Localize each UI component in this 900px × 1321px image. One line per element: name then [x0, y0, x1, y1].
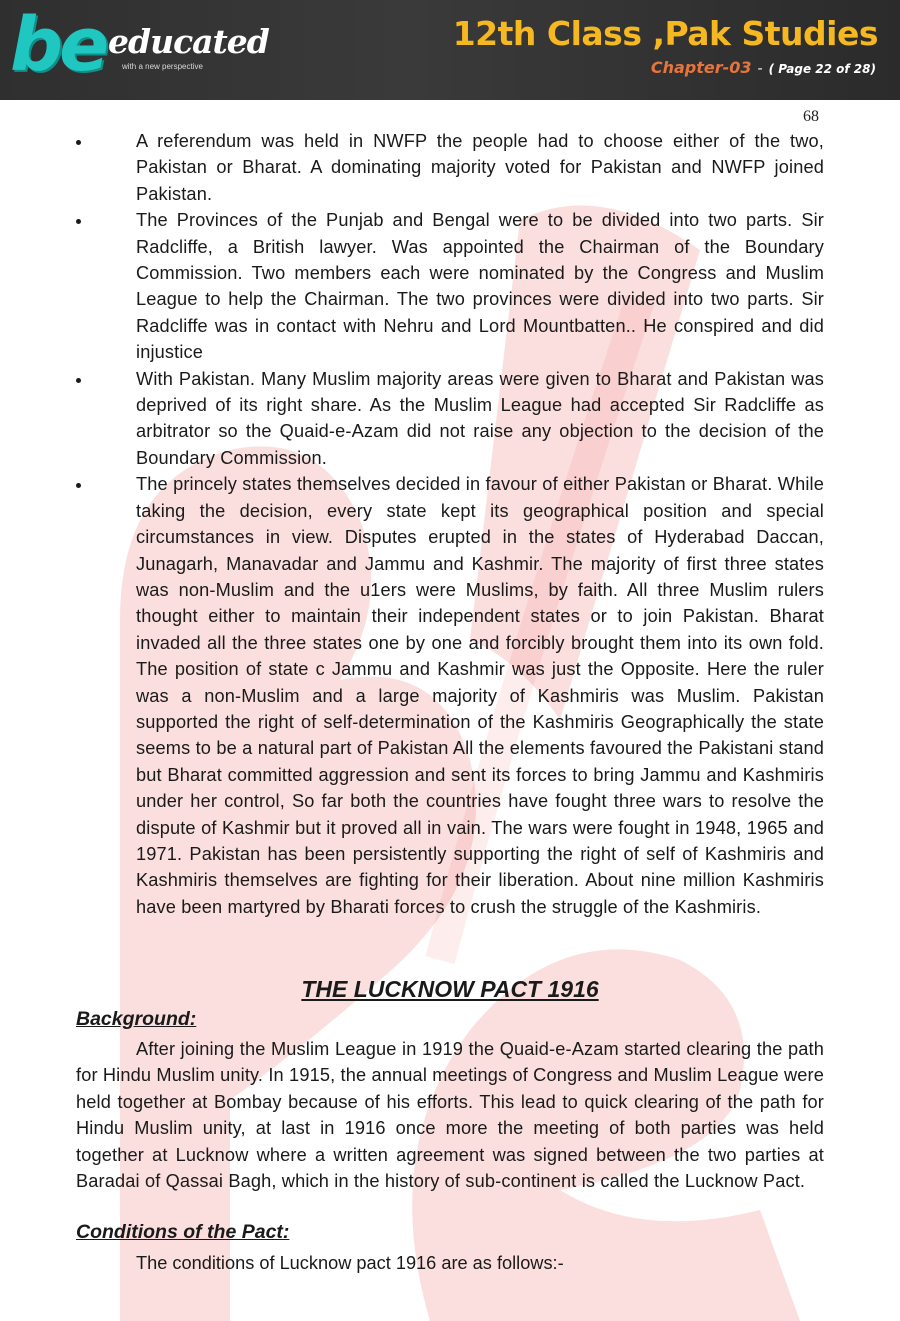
list-item — [0, 471, 824, 920]
list-item — [0, 128, 824, 207]
list-item — [0, 366, 824, 472]
background-heading: Background: — [76, 1008, 197, 1030]
bullet-icon — [76, 378, 81, 383]
document-title: 12th Class ,Pak Studies — [452, 14, 878, 53]
page-number: 68 — [803, 108, 819, 125]
be-educated-logo — [10, 2, 269, 94]
bullet-text: With Pakistan. Many Muslim majority areas were given to Bharat and Pakistan was deprived of its right share. As the Muslim League had accepted Sir Radcliffe as arbitrator so the Quaid-e-Azam did not raise any objection to the decision of the Boundary Commission. — [136, 368, 824, 468]
page-header — [0, 0, 900, 100]
bullet-icon — [76, 483, 81, 488]
background-section — [76, 1036, 824, 1194]
chapter-info — [651, 58, 876, 77]
page-counter: ( Page 22 of 28) — [768, 62, 876, 76]
bullet-text: A referendum was held in NWFP the people had to choose either of the two, Pakistan or Bharat. A dominating majority voted for Pakistan and NWFP joined Pakistan. — [136, 131, 824, 204]
bullet-list — [0, 128, 900, 920]
bullet-icon — [76, 140, 81, 145]
bullet-text: The Provinces of the Punjab and Bengal were to be divided into two parts. Sir Radcliffe, a British lawyer. Was appointed the Chairman of the Boundary Commission. Two members each were nominated by the Congress and Muslim League to help the Chairman. The two provinces were divided into two parts. Sir Radcliffe was in contact with Nehru and Lord Mountbatten.. He conspired and did injustice — [136, 210, 824, 363]
bullet-text: The princely states themselves decided in favour of either Pakistan or Bharat. While taking the decision, every state kept its geographical position and special circumstances in view. Disputes erupted in the states of Hyderabad Daccan, Junagarh, Manavadar and Jammu and Kashmir. The majority of first three states was non-Muslim and the u1ers were Muslims, by faith. All three Muslim rulers thought either to maintain their independent states or to join Pakistan. Bharat invaded all the three states one by one and forcibly brought them into its own fold. The position of state c Jammu and Kashmir was just the Opposite. Here the ruler was a non-Muslim and a large majority of Kashmiris was Muslim. Pakistan supported the right of self-determination of the Kashmiris Geographically the state seems to be a natural part of Pakistan All the elements favoured the Pakistani stand but Bharat committed aggression and sent its forces to bring Jammu and Kashmiris under her control, So far both the countries have fought three wars to resolve the dispute of Kashmir but it proved all in vain. The wars were fought in 1948, 1965 and 1971. Pakistan has been persistently supporting the right of self of Kashmiris and Kashmiris themselves are fighting for their liberation. About nine million Kashmiris have been martyred by Bharati forces to crush the struggle of the Kashmiris. — [136, 474, 824, 917]
section-title: THE LUCKNOW PACT 1916 — [301, 976, 599, 1002]
chapter-separator: - — [757, 61, 763, 77]
chapter-label: Chapter-03 — [650, 58, 752, 77]
logo-wordmark: educated — [108, 22, 269, 61]
logo-tagline: with a new perspective — [122, 62, 203, 71]
conditions-heading: Conditions of the Pact: — [76, 1221, 290, 1243]
bullet-icon — [76, 219, 81, 224]
logo-be-mark: be — [10, 2, 106, 88]
background-paragraph: After joining the Muslim League in 1919 the Quaid-e-Azam started clearing the path for Hindu Muslim unity. In 1915, the annual meetings of Congress and Muslim League were held together at Bombay because of his efforts. This lead to quick clearing of the path for Hindu Muslim unity, at last in 1916 once more the meeting of both parties was held together at Lucknow where a written agreement was signed between the two parties at Baradai of Qassai Bagh, which in the history of sub-continent is called the Lucknow Pact. — [76, 1039, 824, 1192]
conditions-intro: The conditions of Lucknow pact 1916 are as follows:- — [136, 1253, 564, 1273]
list-item — [0, 207, 824, 365]
